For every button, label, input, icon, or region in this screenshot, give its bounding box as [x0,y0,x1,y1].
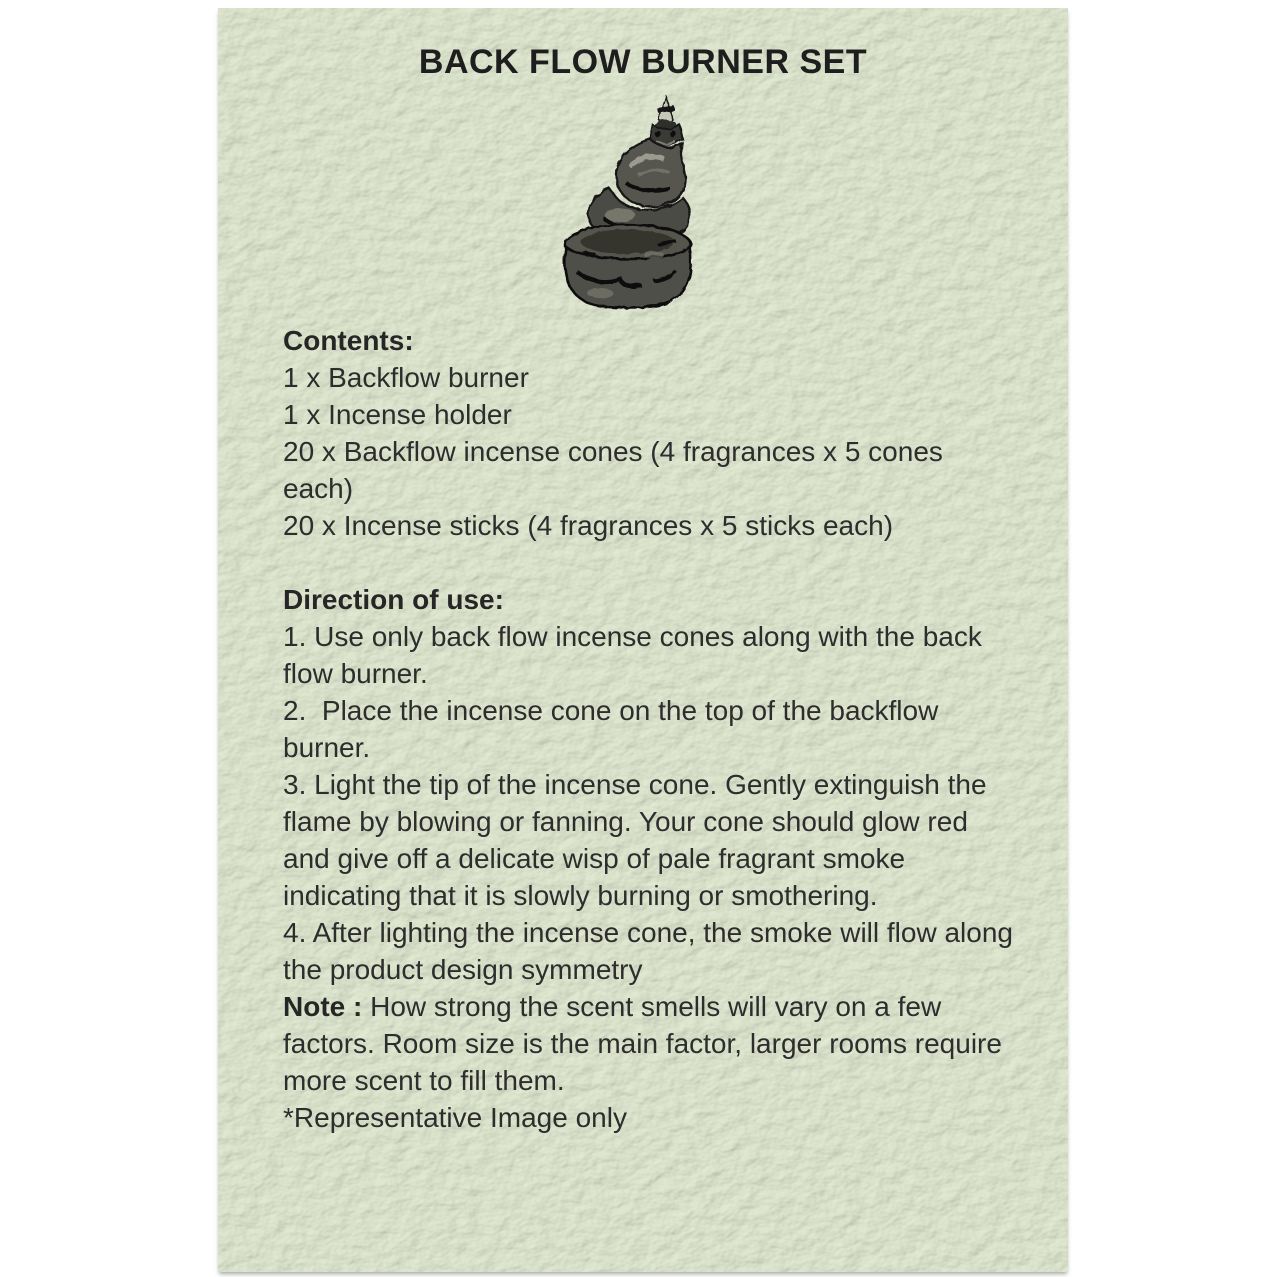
contents-item: 20 x Backflow incense cones (4 fragrances x 5 cones each) [283,436,951,504]
backflow-burner-illustration [557,94,697,312]
direction-step: 3. Light the tip of the incense cone. Gently extinguish the flame by blowing or fanning. Your cone should glow red and give off a delicate wisp of pale fragrant smoke indicating that it is slowly burning or smothering. [283,769,995,911]
contents-item: 1 x Incense holder [283,399,512,430]
contents-item: 1 x Backflow burner [283,362,529,393]
direction-step: 2. Place the incense cone on the top of the backflow burner. [283,695,947,763]
contents-heading: Contents: [283,325,414,356]
direction-step: 4. After lighting the incense cone, the smoke will flow along the product design symmetry [283,917,1021,985]
direction-step: 1. Use only back flow incense cones along with the back flow burner. [283,621,990,689]
contents-section [283,322,1019,544]
contents-item: 20 x Incense sticks (4 fragrances x 5 sticks each) [283,510,894,541]
note-label: Note : [283,991,363,1022]
card-content [218,42,1068,1272]
representative-image-disclaimer: *Representative Image only [283,1102,627,1133]
instruction-card [218,8,1068,1272]
directions-heading: Direction of use: [283,584,504,615]
note-text: How strong the scent smells will vary on a few factors. Room size is the main factor, larger rooms require more scent to fill them. [283,991,1010,1096]
page-title: BACK FLOW BURNER SET [418,43,868,81]
body-text [283,322,1019,1136]
note [283,988,1019,1099]
product-image [557,94,697,312]
directions-section [283,581,1019,988]
